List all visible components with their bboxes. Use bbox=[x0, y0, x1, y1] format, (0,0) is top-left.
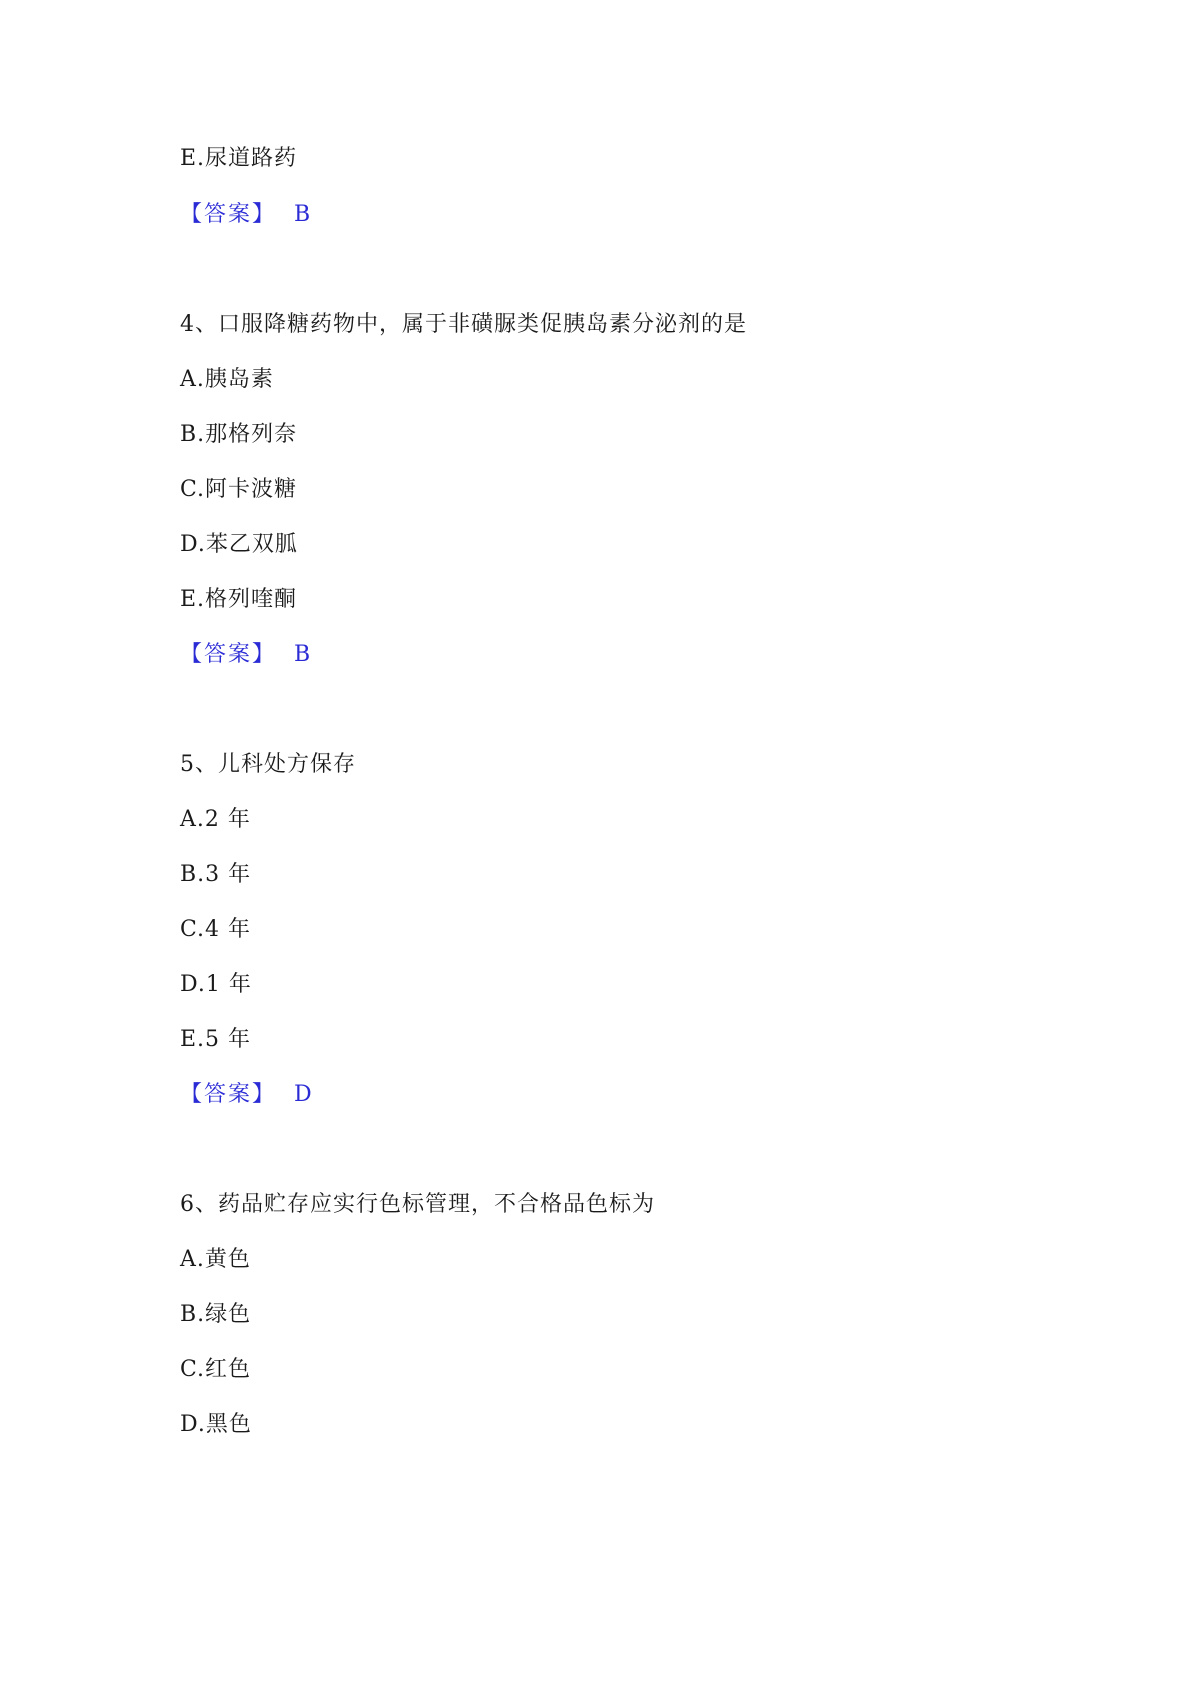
option-e: E.5 年 bbox=[180, 1027, 252, 1052]
option-c: C.阿卡波糖 bbox=[180, 477, 298, 502]
option-e: E.尿道路药 bbox=[180, 146, 298, 171]
answer-value: D bbox=[294, 1082, 313, 1107]
option-d: D.苯乙双胍 bbox=[180, 532, 298, 557]
option-d: D.黑色 bbox=[180, 1412, 252, 1437]
option-b: B.3 年 bbox=[180, 862, 252, 887]
option-c: C.4 年 bbox=[180, 917, 252, 942]
answer-label: 【答案】 bbox=[180, 202, 277, 227]
option-d: D.1 年 bbox=[180, 972, 252, 997]
answer-line bbox=[180, 200, 311, 230]
option-a: A.胰岛素 bbox=[180, 367, 274, 392]
option-b: B.绿色 bbox=[180, 1302, 252, 1327]
question-6: 6、药品贮存应实行色标管理，不合格品色标为 bbox=[180, 1192, 655, 1217]
answer-label: 【答案】 bbox=[180, 642, 277, 667]
option-e: E.格列喹酮 bbox=[180, 587, 298, 612]
answer-line bbox=[180, 1080, 313, 1110]
answer-line bbox=[180, 640, 311, 670]
question-5: 5、儿科处方保存 bbox=[180, 752, 356, 777]
answer-label: 【答案】 bbox=[180, 1082, 277, 1107]
answer-value: B bbox=[294, 202, 312, 227]
answer-value: B bbox=[294, 642, 312, 667]
question-4: 4、口服降糖药物中，属于非磺脲类促胰岛素分泌剂的是 bbox=[180, 312, 747, 337]
option-a: A.黄色 bbox=[180, 1247, 251, 1272]
option-a: A.2 年 bbox=[180, 807, 251, 832]
option-b: B.那格列奈 bbox=[180, 422, 298, 447]
option-c: C.红色 bbox=[180, 1357, 252, 1382]
